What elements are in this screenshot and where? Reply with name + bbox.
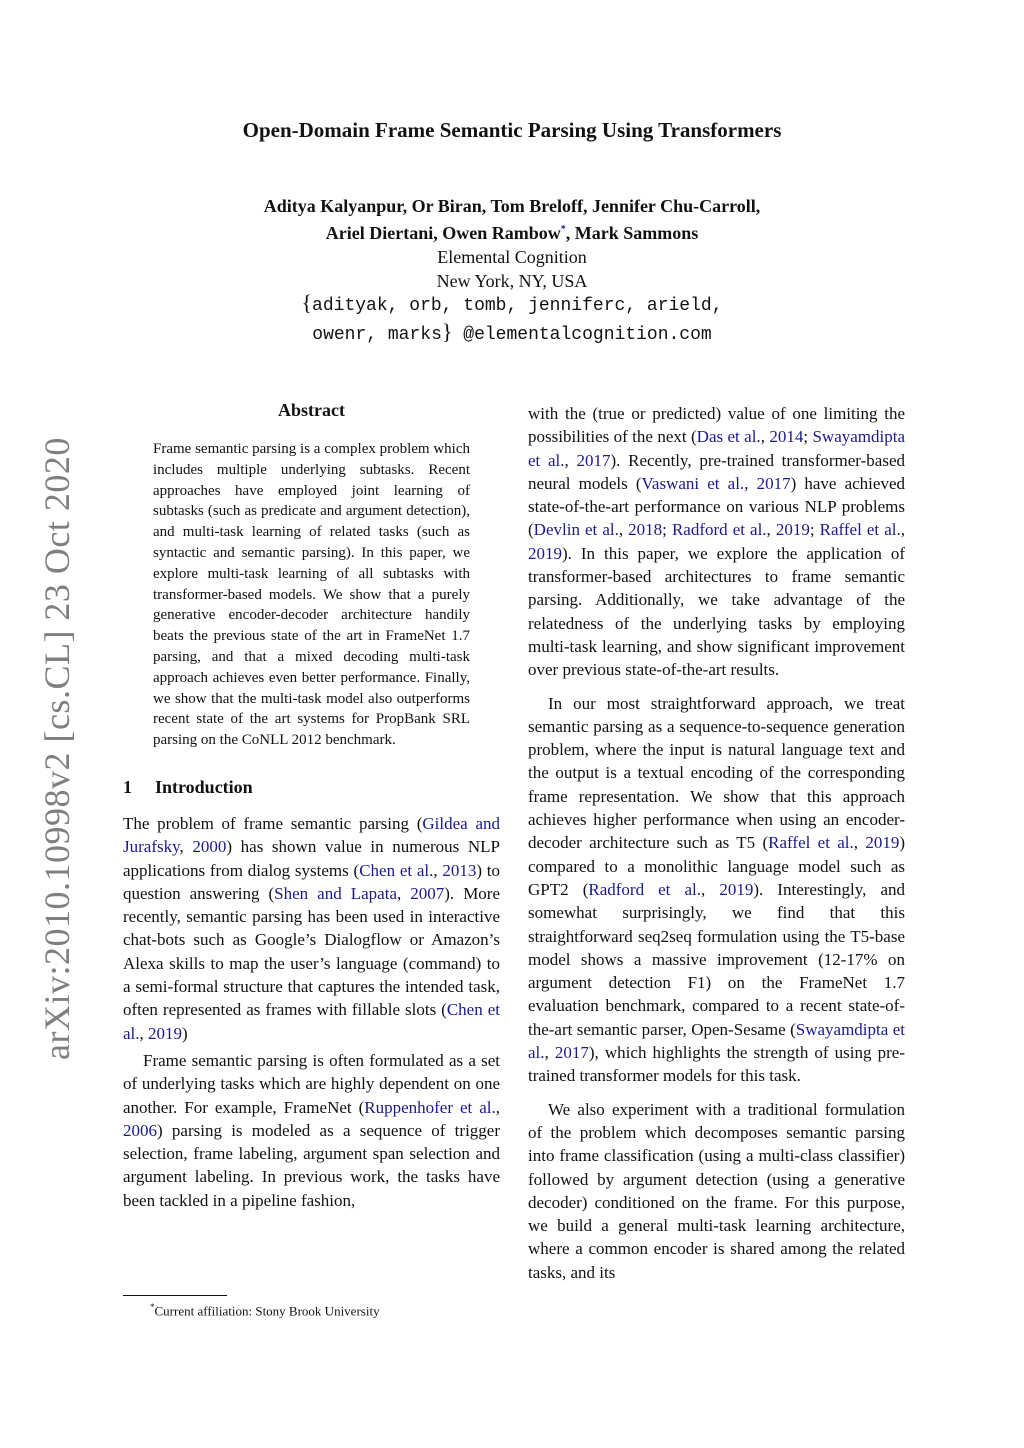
abstract-heading: Abstract <box>278 400 345 420</box>
text-run: , <box>766 520 776 540</box>
footnote <box>150 1299 380 1319</box>
citation-link[interactable]: Raffel et al. <box>768 833 854 853</box>
citation-link[interactable]: 2019 <box>719 879 754 899</box>
citation-link[interactable]: 2006 <box>123 1120 157 1140</box>
location: New York, NY, USA <box>436 271 588 291</box>
emails-line-1-text: adityak, orb, tomb, jenniferc, arield, <box>312 296 723 316</box>
text-run: , <box>760 427 770 447</box>
text-run: , <box>618 520 629 540</box>
email-block <box>0 290 1024 348</box>
text-run: ). Interestingly, and somewhat surprisingly, we find that this straightforward seq2seq formulation using the T5-base model shows a massive improvement (12-17% on argument detection F1) on the FrameNet 1.7 evaluation benchmark, compared to a recent state-of-the-art semantic parser, Open-Sesame ( <box>528 879 905 1039</box>
citation-link[interactable]: 2019 <box>775 520 810 540</box>
authors-line-2 <box>0 218 1024 245</box>
text-run: We also experiment with a traditional formulation of the problem which decomposes semantic parsing into frame classification (using a multi-class classifier) followed by argument detection (using a generative decoder) conditioned on the frame. For this purpose, we build a general multi-task learning architecture, where a common encoder is shared among the related tasks, and its <box>528 1099 905 1282</box>
citation-link[interactable]: Das et al. <box>696 427 761 447</box>
text-run: , <box>544 1043 555 1063</box>
left-column <box>123 400 500 1212</box>
text-run: , <box>179 837 193 857</box>
citation-link[interactable]: Devlin et al. <box>533 520 619 540</box>
abstract-text: Frame semantic parsing is a complex problem which includes multiple underlying subtasks. Recent approaches have employed joint learning of subtasks (such as predicate and argument detection), and multi-task learning of related tasks (such as syntactic and semantic parsing). In this paper, we explore multi-task learning of all subtasks with transformer-based models. We show that a purely generative encoder-decoder architecture handily beats the previous state of the art in FrameNet 1.7 parsing, and that a mixed decoding multi-task approach achieves even better performance. Finally, we show that the multi-task model also outperforms recent state of the art systems for PropBank SRL parsing on the CoNLL 2012 benchmark. <box>153 441 470 749</box>
text-run: , <box>853 833 866 853</box>
text-run: , <box>433 860 443 880</box>
emails-line-2-text: owenr, marks <box>312 325 442 345</box>
footnote-divider <box>123 1295 227 1296</box>
citation-link[interactable]: 2013 <box>442 860 477 880</box>
paper-title: Open-Domain Frame Semantic Parsing Using Transformers <box>242 118 782 142</box>
text-run: ). Recently, pre-trained transformer-based neural models ( <box>528 450 906 493</box>
citation-link[interactable]: Swayamdipta et al. <box>528 427 906 470</box>
citation-link[interactable]: Shen and Lapata <box>274 883 397 903</box>
citation-link[interactable]: 2014 <box>769 427 804 447</box>
intro-paragraph-1 <box>123 812 500 1045</box>
text-run: ). In this paper, we explore the application of transformer-based architectures to frame semantic parsing. Additionally, we take advantage of the relatedness of the underlying tasks by employing multi-task learning, and show significant improvement over previous state-of-the-art results. <box>528 543 905 680</box>
intro-paragraph-4 <box>528 692 905 1088</box>
text-run: In our most straightforward approach, we treat semantic parsing as a sequence-to-sequence generation problem, where the input is natural language text and the output is a textual encoding of the corresponding frame representation. We show that this approach achieves higher performance when using an encoder-decoder architecture such as T5 ( <box>528 693 905 853</box>
text-run: , <box>744 473 757 493</box>
emails-line-2 <box>0 319 1024 348</box>
intro-paragraph-2 <box>123 1049 500 1212</box>
citation-link[interactable]: Ruppenhofer et al. <box>364 1097 496 1117</box>
right-column <box>528 402 905 1284</box>
authors-line-1: Aditya Kalyanpur, Or Biran, Tom Breloff, Jennifer Chu-Carroll, <box>263 196 761 216</box>
citation-link[interactable]: Gildea and Jurafsky <box>123 813 500 857</box>
text-run: ) parsing is modeled as a sequence of trigger selection, frame labeling, argument span selection and argument labeling. In previous work, the tasks have been tackled in a pipeline fashion, <box>123 1120 500 1210</box>
text-run: ; <box>809 520 820 540</box>
brace-open: { <box>301 290 313 315</box>
authors-line-2a: Ariel Diertani, Owen Rambow <box>325 223 561 243</box>
brace-close: } <box>441 319 453 344</box>
text-run: The problem of frame semantic parsing ( <box>123 813 423 833</box>
email-domain: @elementalcognition.com <box>463 325 712 345</box>
citation-link[interactable]: Radford et al. <box>588 879 701 899</box>
text-run: , <box>139 1023 149 1043</box>
text-run: ), which highlights the strength of using pre-trained transformer models for this task. <box>528 1043 905 1086</box>
citation-link[interactable]: 2018 <box>628 520 663 540</box>
text-run: , <box>397 883 411 903</box>
citation-link[interactable]: 2017 <box>756 473 791 493</box>
text-run: ) has shown value in numerous NLP applications from dialog systems ( <box>123 837 500 880</box>
citation-link[interactable]: Raffel et al. <box>819 520 901 540</box>
text-run: ) <box>182 1023 188 1043</box>
text-run: with the (true or predicted) value of one limiting the possibilities of the next ( <box>528 404 905 447</box>
citation-link[interactable]: 2000 <box>192 837 227 857</box>
footnote-mark: * <box>150 1302 155 1312</box>
text-run: ; <box>803 427 813 447</box>
citation-link[interactable]: 2017 <box>554 1043 589 1063</box>
text-run: ) compared to a monolithic language model such as GPT2 ( <box>528 833 906 899</box>
citation-link[interactable]: Radford et al. <box>671 520 767 540</box>
section-heading <box>123 777 500 798</box>
citation-link[interactable]: Chen et al. <box>359 860 434 880</box>
text-run: , <box>900 520 905 540</box>
emails-line-1 <box>0 290 1024 319</box>
intro-paragraph-5 <box>528 1098 905 1284</box>
citation-link[interactable]: 2007 <box>410 883 445 903</box>
authors-line-2b: , Mark Sammons <box>565 223 699 243</box>
intro-paragraph-3 <box>528 402 905 682</box>
text-run: ) to question answering ( <box>123 860 500 903</box>
citation-link[interactable]: 2019 <box>148 1023 183 1043</box>
section-number: 1 <box>123 776 132 797</box>
text-run: , <box>495 1097 500 1117</box>
affiliation: Elemental Cognition <box>437 247 587 267</box>
citation-link[interactable]: 2017 <box>576 450 611 470</box>
author-footnote-mark[interactable]: * <box>560 224 566 235</box>
citation-link[interactable]: 2019 <box>528 543 562 563</box>
citation-link[interactable]: Chen et al. <box>123 1000 500 1043</box>
footnote-text: Current affiliation: Stony Brook University <box>154 1303 380 1319</box>
text-run: ). More recently, semantic parsing has been used in interactive chat-bots such as Google’s Dialogflow or Amazon’s Alexa skills to map the user’s language (command) to a semi-formal structure that captures the intended task, often represented as frames with fillable slots ( <box>123 883 501 1020</box>
citation-link[interactable]: Vaswani et al. <box>641 473 745 493</box>
author-block <box>0 194 1024 293</box>
arxiv-identifier: arXiv:2010.10998v2 [cs.CL] 23 Oct 2020 <box>37 437 77 1060</box>
text-run: Frame semantic parsing is often formulated as a set of underlying tasks which are highly dependent on one another. For example, FrameNet ( <box>123 1050 500 1117</box>
text-run: ) have achieved state-of-the-art performance on various NLP problems ( <box>528 473 905 540</box>
citation-link[interactable]: 2019 <box>865 833 900 853</box>
text-run: ; <box>662 520 672 540</box>
text-run: , <box>701 879 720 899</box>
section-title: Introduction <box>155 776 253 797</box>
citation-link[interactable]: Swayamdipta et al. <box>528 1019 906 1063</box>
text-run: , <box>564 450 577 470</box>
